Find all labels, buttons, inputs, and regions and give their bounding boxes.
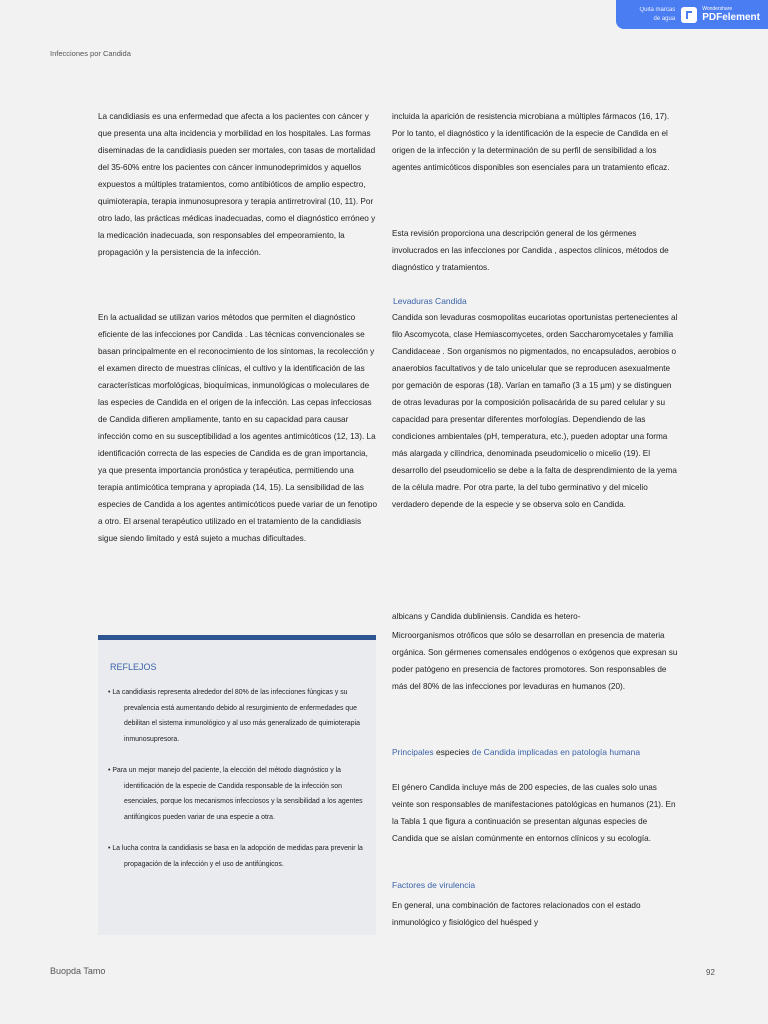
right-paragraph-4b: Microorganismos otróficos que sólo se desarrollan en presencia de materia orgánica. Son gérmenes comensales endógenos o exógenos que expresan su poder patógeno en presencia de factores promotores. Son responsables de más del 80% de las infecciones por levaduras en humanos (20).	[392, 631, 678, 691]
right-paragraph-6: En general, una combinación de factores relacionados con el estado inmunológico y fisiológico del huésped y	[392, 901, 641, 927]
highlight-item: • La lucha contra la candidiasis se basa en la adopción de medidas para prevenir la propagación de la infección y el uso de antifúngicos.	[108, 845, 363, 868]
right-paragraph-4a: albicans y Candida dubliniensis. Candida es hetero-	[392, 612, 581, 621]
heading-principales-especies	[392, 747, 640, 757]
right-paragraph-1: incluida la aparición de resistencia microbiana a múltiples fármacos (16, 17). Por lo tanto, el diagnóstico y la identificación de la especie de Candida en el origen de la infección y la determinación de su perfil de sensibilidad a los agentes antimicóticos disponibles son esenciales para un tratamiento eficaz.	[392, 112, 670, 172]
brand-small: Wondershare	[702, 5, 733, 12]
right-paragraph-5: El género Candida incluye más de 200 especies, de las cuales solo unas veinte son responsables de manifestaciones patológicas en humanos (21). En la Tabla 1 que figura a continuación se presentan algunas especies de Candida que se aíslan comúnmente en entornos clínicos y su ecología.	[392, 783, 676, 843]
heading-levaduras-candida: Levaduras Candida	[393, 296, 467, 306]
remove-watermark-banner[interactable]	[616, 0, 768, 29]
pdfelement-brand	[702, 7, 760, 23]
remove-watermark-text	[640, 6, 676, 24]
highlights-title: REFLEJOS	[110, 662, 157, 672]
heading-part-1: Principales	[392, 747, 434, 757]
watermark-line-2: de agua	[653, 15, 676, 22]
heading-factores-virulencia: Factores de virulencia	[392, 880, 476, 890]
highlights-box	[98, 635, 376, 935]
highlight-item: • La candidiasis representa alrededor del 80% de las infecciones fúngicas y su prevalencia está aumentando debido al resurgimiento de enfermedades que debilitan el sistema inmunológico y al uso más generalizado de quimioterapia inmunosupresora.	[108, 689, 360, 743]
right-paragraph-2: Esta revisión proporciona una descripción general de los gérmenes involucrados en las infecciones por Candida , aspectos clínicos, métodos de diagnóstico y tratamientos.	[392, 229, 669, 272]
heading-part-3: de Candida implicadas en patología humana	[471, 747, 641, 757]
heading-part-2: especies	[433, 747, 472, 757]
highlight-item: • Para un mejor manejo del paciente, la elección del método diagnóstico y la identificación de la especie de Candida responsable de la infección son esenciales, porque los mecanismos infecciosos y la sensibilidad a los agentes antifúngicos pueden variar de una especie a otra.	[108, 767, 363, 821]
watermark-line-1: Quita marcas	[639, 6, 676, 13]
page-number: 92	[706, 968, 715, 977]
footer-author: Buopda Tamo	[50, 966, 106, 976]
brand-big: PDFelement	[702, 11, 760, 23]
running-title: Infecciones por Candida	[50, 49, 131, 58]
highlights-list	[108, 685, 372, 888]
left-paragraph-1: La candidiasis es una enfermedad que afecta a los pacientes con cáncer y que presenta una alta incidencia y morbilidad en los hospitales. Las formas diseminadas de la candidiasis pueden ser mortales, con tasas de mortalidad del 35-60% entre los pacientes con cáncer inmunodeprimidos y aquellos expuestos a múltiples tratamientos, como antibióticos de amplio espectro, quimioterapia, terapia inmunosupresora y terapia antirretroviral (10, 11). Por otro lado, las prácticas médicas inadecuadas, como el diagnóstico erróneo y la medicación inadecuada, son responsables del empeoramiento, la propagación y la persistencia de la infección.	[98, 112, 376, 257]
right-paragraph-3: Candida son levaduras cosmopolitas eucariotas oportunistas pertenecientes al filo Ascomycota, clase Hemiascomycetes, orden Saccharomycetales y familia Candidaceae . Son organismos no pigmentados, no encapsulados, aerobios o anaerobios facultativos y de talo unicelular que se reproducen asexualmente por gemación de esporas (18). Varían en tamaño (3 a 15 µm) y se distinguen de otras levaduras por la composición polisacárida de su pared celular y su capacidad para presentar diferentes morfologías. Dependiendo de las condiciones ambientales (pH, temperatura, etc.), pueden adoptar una forma más alargada y cilíndrica, denominada pseudomicelio o micelio (19). El desarrollo del pseudomicelio se debe a la falta de desprendimiento de la yema de la célula madre. Por otra parte, la del tubo germinativo y del micelio verdadero depende de la especie y se observa solo en Candida.	[392, 313, 678, 509]
pdfelement-logo-icon	[681, 7, 697, 23]
left-paragraph-2: En la actualidad se utilizan varios métodos que permiten el diagnóstico eficiente de las infecciones por Candida . Las técnicas convencionales se basan principalmente en el reconocimiento de los síntomas, la recolección y el examen directo de muestras clínicas, el cultivo y la identificación de las características morfológicas, bioquímicas, inmunológicas o moleculares de las especies de Candida en el origen de la infección. Las cepas infecciosas de Candida difieren ampliamente, tanto en su capacidad para causar infección como en su susceptibilidad a los agentes antimicóticos (12, 13). La identificación correcta de las especies de Candida es de gran importancia, ya que presenta importancia pronóstica y terapéutica, permitiendo una terapia antimicótica temprana y apropiada (14, 15). La sensibilidad de las especies de Candida a los agentes antimicóticos puede variar de un fenotipo a otro. El arsenal terapéutico utilizado en el tratamiento de la candidiasis sigue siendo limitado y está sujeto a muchas dificultades.	[98, 313, 378, 543]
